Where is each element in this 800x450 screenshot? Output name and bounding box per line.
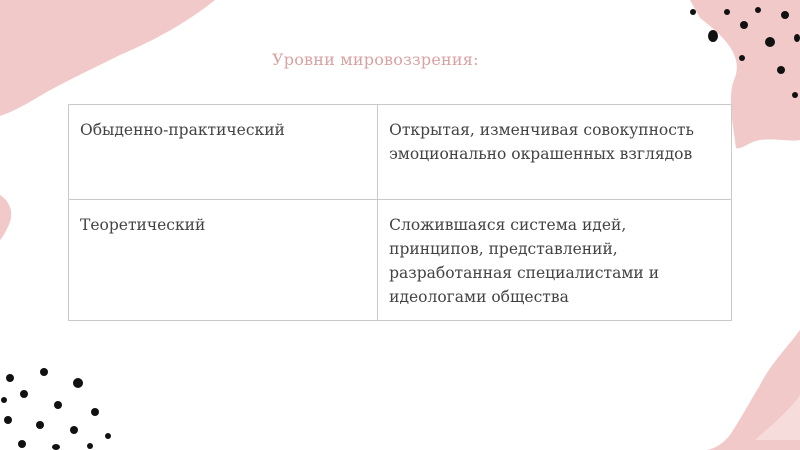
- slide-title: Уровни мировоззрения:: [272, 50, 479, 69]
- table-cell-description: Сложившаяся система идей, принципов, представлений, разработанная специалистами и идеологами общества: [378, 200, 732, 321]
- pink-blob-top-left: [0, 0, 215, 116]
- table-row: [69, 105, 732, 200]
- dots-bottom-left: [1, 368, 111, 450]
- table-cell-level: Теоретический: [69, 200, 378, 321]
- table-cell-level: Обыденно-практический: [69, 105, 378, 200]
- table-cell-description: Открытая, изменчивая совокупность эмоционально окрашенных взглядов: [378, 105, 732, 200]
- worldview-levels-table: [68, 104, 732, 321]
- pink-blob-left-edge: [0, 195, 11, 240]
- table-row: [69, 200, 732, 321]
